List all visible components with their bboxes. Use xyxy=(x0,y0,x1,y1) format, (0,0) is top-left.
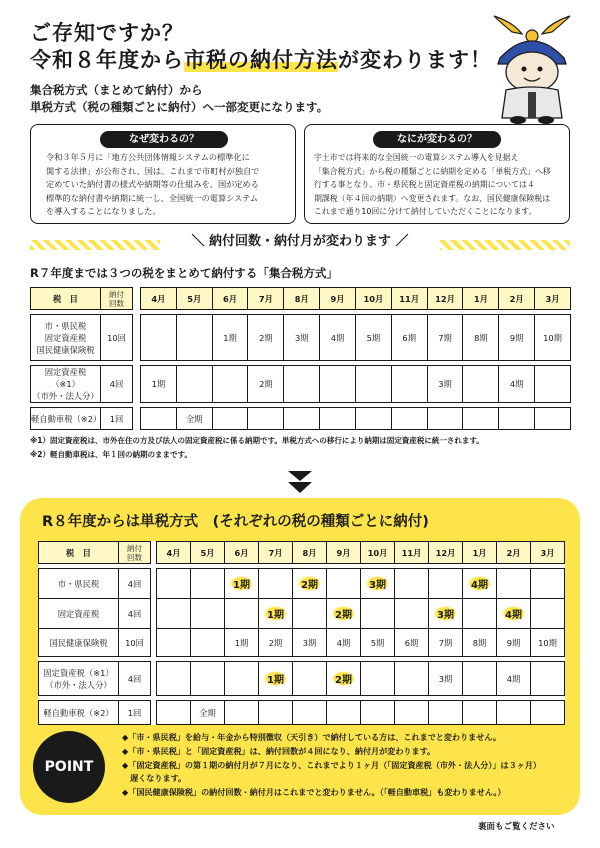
schedule-cell xyxy=(499,408,535,430)
schedule-cell xyxy=(497,569,531,599)
headline-line2 xyxy=(30,44,492,74)
schedule-cell xyxy=(293,662,327,696)
row-tax-name: 固定資産税（※1） （市外・法人分） xyxy=(39,662,119,696)
schedule-cell xyxy=(141,315,177,361)
point-line: ◆「市・県民税」と「固定資産税」は、納付回数が４回になり、納付月が変わります。 xyxy=(122,746,436,756)
col-header-month: 12月 xyxy=(427,288,463,310)
down-arrow-icon xyxy=(287,470,313,494)
what-line: 宇土市では将来的な全国統一の電算システム導入を見据え xyxy=(314,153,519,162)
slash-decor: ＼ xyxy=(191,234,205,249)
schedule-cell xyxy=(391,408,427,430)
schedule-cell xyxy=(212,315,248,361)
slash-decor: ／ xyxy=(395,234,409,249)
schedule-cell xyxy=(497,599,531,629)
schedule-cell xyxy=(176,366,212,403)
installment-label: 3期 xyxy=(434,606,457,621)
schedule-cell xyxy=(531,662,565,696)
schedule-cell xyxy=(176,315,212,361)
schedule-cell xyxy=(463,701,497,725)
schedule-cell xyxy=(395,629,429,657)
schedule-cell xyxy=(157,629,191,657)
what-line: これまで通り10回に分けて納付していただくことになります。 xyxy=(314,207,537,217)
point-badge: POINT xyxy=(33,731,105,803)
schedule-cell xyxy=(320,315,356,361)
schedule-cell xyxy=(463,662,497,696)
r7-schedule-table xyxy=(30,287,571,430)
schedule-cell xyxy=(355,315,391,361)
schedule-cell xyxy=(284,366,320,403)
schedule-cell xyxy=(531,569,565,599)
schedule-cell xyxy=(320,366,356,403)
col-header-month: 10月 xyxy=(355,288,391,310)
installment-label: 全期 xyxy=(185,413,203,424)
schedule-cell xyxy=(293,569,327,599)
schedule-cell xyxy=(531,701,565,725)
installment-label: 全期 xyxy=(199,707,216,718)
row-tax-name: 市・県民税 xyxy=(39,569,119,599)
installment-label: 2期 xyxy=(268,637,283,648)
why-title: なぜ変わるの？ xyxy=(100,131,228,148)
schedule-cell xyxy=(259,701,293,725)
what-line: 行する事となり、市・県民税と固定資産税の納期については４ xyxy=(314,180,535,190)
schedule-cell xyxy=(429,662,463,696)
row-count: 4回 xyxy=(101,366,133,403)
installment-label: 1期 xyxy=(223,332,237,343)
table-row xyxy=(39,629,565,657)
schedule-cell xyxy=(157,662,191,696)
schedule-cell xyxy=(284,408,320,430)
col-header-month: 7月 xyxy=(259,542,293,564)
installment-label: 6期 xyxy=(404,637,419,648)
point-line: ◆「国民健康保険税」の納付回数・納付月はこれまでと変わりません。（「軽自動車税」も変わりません。） xyxy=(122,787,506,797)
col-header-month: 2月 xyxy=(499,288,535,310)
schedule-cell xyxy=(355,408,391,430)
r7-note-2: ※2）軽自動車税は、年１回の納期のままです。 xyxy=(30,450,192,459)
schedule-cell xyxy=(320,408,356,430)
installment-label: 2期 xyxy=(332,671,355,686)
schedule-cell xyxy=(463,315,499,361)
schedule-cell xyxy=(327,569,361,599)
col-header-count: 納付 回数 xyxy=(119,542,151,564)
schedule-cell xyxy=(429,701,463,725)
schedule-cell xyxy=(191,701,225,725)
schedule-cell xyxy=(463,599,497,629)
row-count: 4回 xyxy=(119,662,151,696)
row-count: 4回 xyxy=(119,599,151,629)
installment-label: 3期 xyxy=(438,379,452,389)
schedule-cell xyxy=(259,662,293,696)
installment-label: 1期 xyxy=(234,637,249,648)
installment-label: 6期 xyxy=(402,332,416,343)
schedule-cell xyxy=(157,599,191,629)
col-header-month: 1月 xyxy=(463,288,499,310)
installment-label: 3期 xyxy=(366,576,389,591)
col-header-month: 2月 xyxy=(497,542,531,564)
footer-note: 裏面もご覧ください xyxy=(478,822,555,832)
col-header-month: 4月 xyxy=(141,288,177,310)
col-header-month: 7月 xyxy=(248,288,284,310)
why-line: 令和３年５月に「地方公共団体情報システムの標準化に xyxy=(46,152,250,162)
installment-label: 5期 xyxy=(366,332,381,343)
schedule-cell xyxy=(497,701,531,725)
why-line: 関する法律」が公布され、国は、これまで市町村が独自で xyxy=(46,165,260,176)
schedule-cell xyxy=(141,408,177,430)
col-header-month: 8月 xyxy=(284,288,320,310)
schedule-cell xyxy=(248,408,284,430)
row-tax-name: 固定資産税（※1） （市外・法人分） xyxy=(32,367,99,401)
schedule-cell xyxy=(225,629,259,657)
subtitle-1: 集合税方式（まとめて納付）から xyxy=(30,83,203,97)
why-line: を導入することになりました。 xyxy=(46,206,161,217)
col-header-month: 11月 xyxy=(395,542,429,564)
schedule-cell xyxy=(395,599,429,629)
schedule-cell xyxy=(361,662,395,696)
what-line: 「集合税方式」から税の種類ごとに納期を定める「単税方式」へ移 xyxy=(314,166,551,176)
schedule-cell xyxy=(212,366,248,403)
installment-label: 7期 xyxy=(438,332,452,343)
schedule-cell xyxy=(191,569,225,599)
installment-label: 1期 xyxy=(264,671,287,686)
schedule-cell xyxy=(499,366,535,403)
schedule-cell xyxy=(395,662,429,696)
schedule-cell xyxy=(497,662,531,696)
row-tax-name: 市・県民税 固定資産税 国民健康保険税 xyxy=(31,315,101,361)
installment-label: 3期 xyxy=(294,332,309,343)
schedule-cell xyxy=(361,701,395,725)
col-header-month: 6月 xyxy=(212,288,248,310)
schedule-cell xyxy=(535,315,571,361)
installment-label: 10期 xyxy=(538,637,557,648)
installment-label: 1期 xyxy=(151,379,166,389)
schedule-cell xyxy=(225,662,259,696)
installment-label: 3期 xyxy=(302,637,317,648)
row-count: 1回 xyxy=(119,701,151,725)
col-header-month: 6月 xyxy=(225,542,259,564)
col-header-count: 納付 回数 xyxy=(101,288,133,310)
schedule-cell xyxy=(259,569,293,599)
installment-label: 9期 xyxy=(506,637,521,648)
installment-label: 2期 xyxy=(259,379,273,389)
schedule-cell xyxy=(395,569,429,599)
col-header-month: 4月 xyxy=(157,542,191,564)
schedule-cell xyxy=(429,569,463,599)
col-header-month: 10月 xyxy=(361,542,395,564)
col-header-month: 3月 xyxy=(531,542,565,564)
schedule-cell xyxy=(499,315,535,361)
col-header-month: 12月 xyxy=(429,542,463,564)
samurai-mascot-illustration xyxy=(486,14,578,126)
section-title xyxy=(160,231,440,253)
installment-label: 4期 xyxy=(336,637,351,648)
col-gap xyxy=(133,408,141,430)
col-header-month: 9月 xyxy=(327,542,361,564)
schedule-cell xyxy=(463,629,497,657)
installment-label: 2期 xyxy=(259,332,273,343)
schedule-cell xyxy=(361,629,395,657)
headline-post: が変わります！ xyxy=(338,48,492,72)
table-row xyxy=(39,662,565,696)
schedule-cell xyxy=(427,366,463,403)
point-line: ◆「固定資産税」の第１期の納付月が７月になり、これまでより１ヶ月（「固定資産税（市外・法人分）」は３ヶ月） xyxy=(122,760,542,770)
row-count: 10回 xyxy=(119,629,151,657)
schedule-cell xyxy=(355,366,391,403)
col-header-month: 9月 xyxy=(320,288,356,310)
table-row xyxy=(31,408,571,430)
installment-label: 7期 xyxy=(438,637,453,648)
schedule-cell xyxy=(141,366,177,403)
installment-label: 9期 xyxy=(509,332,524,343)
schedule-cell xyxy=(259,629,293,657)
col-header-tax: 税 目 xyxy=(39,542,119,564)
row-count: 4回 xyxy=(119,569,151,599)
point-line: 遅くなります。 xyxy=(122,773,187,783)
schedule-cell xyxy=(497,629,531,657)
schedule-cell xyxy=(427,315,463,361)
headline-highlight: 市税の納付方法 xyxy=(184,48,338,72)
col-gap xyxy=(133,366,141,403)
schedule-cell xyxy=(535,408,571,430)
col-header-month: 8月 xyxy=(293,542,327,564)
schedule-cell xyxy=(463,569,497,599)
row-tax-name: 国民健康保険税 xyxy=(39,629,119,657)
installment-label: 2期 xyxy=(298,576,321,591)
row-tax-name: 固定資産税 xyxy=(39,599,119,629)
col-gap xyxy=(133,315,141,361)
schedule-cell xyxy=(327,701,361,725)
schedule-cell xyxy=(191,599,225,629)
schedule-cell xyxy=(248,366,284,403)
schedule-cell xyxy=(327,599,361,629)
schedule-cell xyxy=(176,408,212,430)
schedule-cell xyxy=(535,366,571,403)
schedule-cell xyxy=(225,599,259,629)
row-count: 10回 xyxy=(101,315,133,361)
schedule-cell xyxy=(293,629,327,657)
installment-label: 5期 xyxy=(370,637,385,648)
schedule-cell xyxy=(395,701,429,725)
installment-label: 3期 xyxy=(438,673,453,684)
schedule-cell xyxy=(284,315,320,361)
schedule-cell xyxy=(463,408,499,430)
schedule-cell xyxy=(391,366,427,403)
row-tax-name: 軽自動車税（※2） xyxy=(39,701,119,725)
schedule-cell xyxy=(191,662,225,696)
installment-label: 4期 xyxy=(506,673,521,684)
schedule-cell xyxy=(391,315,427,361)
point-line: ◆「市・県民税」を給与・年金から特別徴収（天引き）で納付している方は、これまでと変わりません。 xyxy=(122,732,502,742)
table-row xyxy=(39,569,565,599)
r8-schedule-table xyxy=(38,541,565,725)
installment-label: 4期 xyxy=(330,332,345,343)
what-title: なにが変わるの？ xyxy=(373,131,501,148)
schedule-cell xyxy=(225,701,259,725)
headline-pre: 令和８年度から xyxy=(30,48,184,72)
headline-line1: ご存知ですか？ xyxy=(30,21,184,45)
installment-label: 8期 xyxy=(472,637,487,648)
installment-label: 4期 xyxy=(468,576,491,591)
schedule-cell xyxy=(327,662,361,696)
what-text xyxy=(314,151,568,219)
schedule-cell xyxy=(531,599,565,629)
why-text xyxy=(46,151,286,219)
schedule-cell xyxy=(157,569,191,599)
installment-label: 8期 xyxy=(474,332,488,343)
r7-note-1: ※1）固定資産税は、市外在住の方及び法人の固定資産税に係る納期です。単税方式への移行により納期は固定資産税に統一されます。 xyxy=(30,436,484,445)
schedule-cell xyxy=(293,701,327,725)
schedule-cell xyxy=(327,629,361,657)
schedule-cell xyxy=(293,599,327,629)
col-header-month: 11月 xyxy=(391,288,427,310)
schedule-cell xyxy=(429,599,463,629)
col-header-month: 3月 xyxy=(535,288,571,310)
col-header-month: 5月 xyxy=(176,288,212,310)
schedule-cell xyxy=(259,599,293,629)
schedule-cell xyxy=(463,366,499,403)
table-row xyxy=(39,599,565,629)
col-header-month: 1月 xyxy=(463,542,497,564)
schedule-cell xyxy=(157,701,191,725)
row-count: 1回 xyxy=(101,408,133,430)
schedule-cell xyxy=(248,315,284,361)
schedule-cell xyxy=(212,408,248,430)
installment-label: 10期 xyxy=(543,332,562,343)
section-title-text: 納付回数・納付月が変わります xyxy=(208,234,391,249)
table-row xyxy=(31,315,571,361)
schedule-cell xyxy=(361,599,395,629)
col-header-tax: 税 目 xyxy=(31,288,101,310)
installment-label: 4期 xyxy=(502,606,525,621)
schedule-cell xyxy=(531,629,565,657)
row-tax-name: 軽自動車税（※2） xyxy=(31,408,101,430)
installment-label: 2期 xyxy=(332,606,355,621)
schedule-cell xyxy=(427,408,463,430)
why-line: 標準的な納付書や納期に統一し、全国統一の電算システム xyxy=(46,192,259,203)
r8-title: R８年度からは単税方式 (それぞれの税の種類ごとに納付) xyxy=(42,514,429,530)
installment-label: 1期 xyxy=(230,576,253,591)
col-gap xyxy=(133,288,141,310)
installment-label: 4期 xyxy=(509,379,524,389)
r7-title: R７年度までは３つの税をまとめて納付する「集合税方式」 xyxy=(30,266,338,280)
installment-label: 1期 xyxy=(264,606,287,621)
table-row xyxy=(31,366,571,403)
schedule-cell xyxy=(361,569,395,599)
schedule-cell xyxy=(225,569,259,599)
schedule-cell xyxy=(429,629,463,657)
what-line: 期課税（年４回の納期）へ変更されます。なお、国民健康保険税は xyxy=(314,193,551,203)
col-header-month: 5月 xyxy=(191,542,225,564)
table-row xyxy=(39,701,565,725)
subtitle-2: 単税方式（税の種類ごとに納付）へ一部変更になります。 xyxy=(30,100,329,114)
why-line: 定めていた納付書の様式や納期等の仕組みを、国が定める xyxy=(46,179,259,190)
schedule-cell xyxy=(191,629,225,657)
